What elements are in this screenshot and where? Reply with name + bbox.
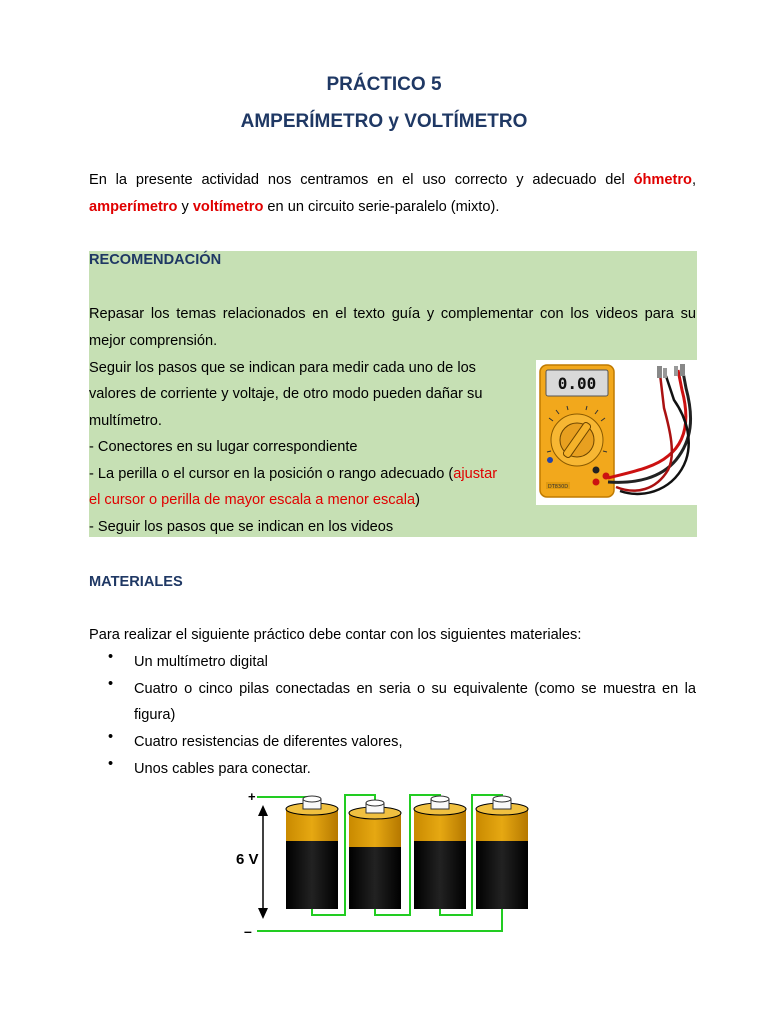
intro-text: En la presente actividad nos centramos en el uso correcto y adecuado del (89, 172, 634, 188)
bullet-icon: • (108, 729, 114, 745)
recommendation-heading: RECOMENDACIÓN (89, 252, 222, 268)
rec-paragraph-line: Repasar los temas relacionados en el texto guía y complementar con los videos para su (89, 306, 696, 322)
rec-paragraph-line: multímetro. (89, 413, 162, 429)
rec-list-item: - Conectores en su lugar correspondiente (89, 439, 358, 455)
materials-item: Cuatro o cinco pilas conectadas en seria o su equivalente (como se muestra en la (134, 681, 696, 697)
multimeter-photo (536, 360, 697, 505)
bullet-icon: • (108, 756, 114, 772)
bullet-icon: • (108, 649, 114, 665)
materials-item: Un multímetro digital (134, 654, 268, 670)
multimeter-display: 0.00 (557, 374, 597, 393)
materials-item: Unos cables para conectar. (134, 761, 311, 777)
term-amperimetro: amperímetro (89, 199, 178, 215)
rec-paragraph-line: Seguir los pasos que se indican para medir cada uno de los (89, 360, 476, 376)
battery-3 (414, 796, 466, 909)
materials-intro: Para realizar el siguiente práctico debe contar con los siguientes materiales: (89, 627, 582, 643)
intro-text: y (177, 199, 193, 215)
voltage-label: 6 V (236, 851, 259, 868)
intro-line-2 (89, 194, 696, 221)
rec-paragraph-line: valores de corriente y voltaje, de otro modo pueden dañar su (89, 386, 483, 402)
intro-text: , (691, 172, 696, 188)
intro-text: en un circuito serie-paralelo (mixto). (263, 199, 500, 215)
multimeter-brand: DT830D (547, 484, 569, 490)
materials-item-continued: figura) (134, 707, 176, 723)
rec-text: ) (415, 492, 420, 508)
battery-series-figure (230, 785, 540, 940)
battery-4 (476, 796, 528, 909)
document-subtitle: AMPERÍMETRO y VOLTÍMETRO (240, 111, 528, 132)
materials-item: Cuatro resistencias de diferentes valores, (134, 734, 403, 750)
battery-1 (286, 796, 338, 909)
plus-label: + (248, 789, 256, 804)
term-voltimetro: voltímetro (192, 199, 264, 215)
bullet-icon: • (108, 676, 114, 692)
rec-list-item: - Seguir los pasos que se indican en los videos (89, 519, 394, 535)
intro-line-1 (89, 167, 696, 194)
term-ohmetro: óhmetro (633, 172, 692, 188)
document-title: PRÁCTICO 5 (326, 74, 442, 95)
battery-2 (349, 800, 401, 909)
rec-text: - La perilla o el cursor en la posición o rango adecuado ( (89, 466, 454, 482)
materials-heading: MATERIALES (89, 574, 183, 590)
rec-paragraph-line: mejor comprensión. (89, 333, 218, 349)
rec-highlight: ajustar (453, 466, 498, 482)
minus-label: – (244, 923, 252, 939)
rec-highlight: el cursor o perilla de mayor escala a menor escala (89, 492, 416, 508)
